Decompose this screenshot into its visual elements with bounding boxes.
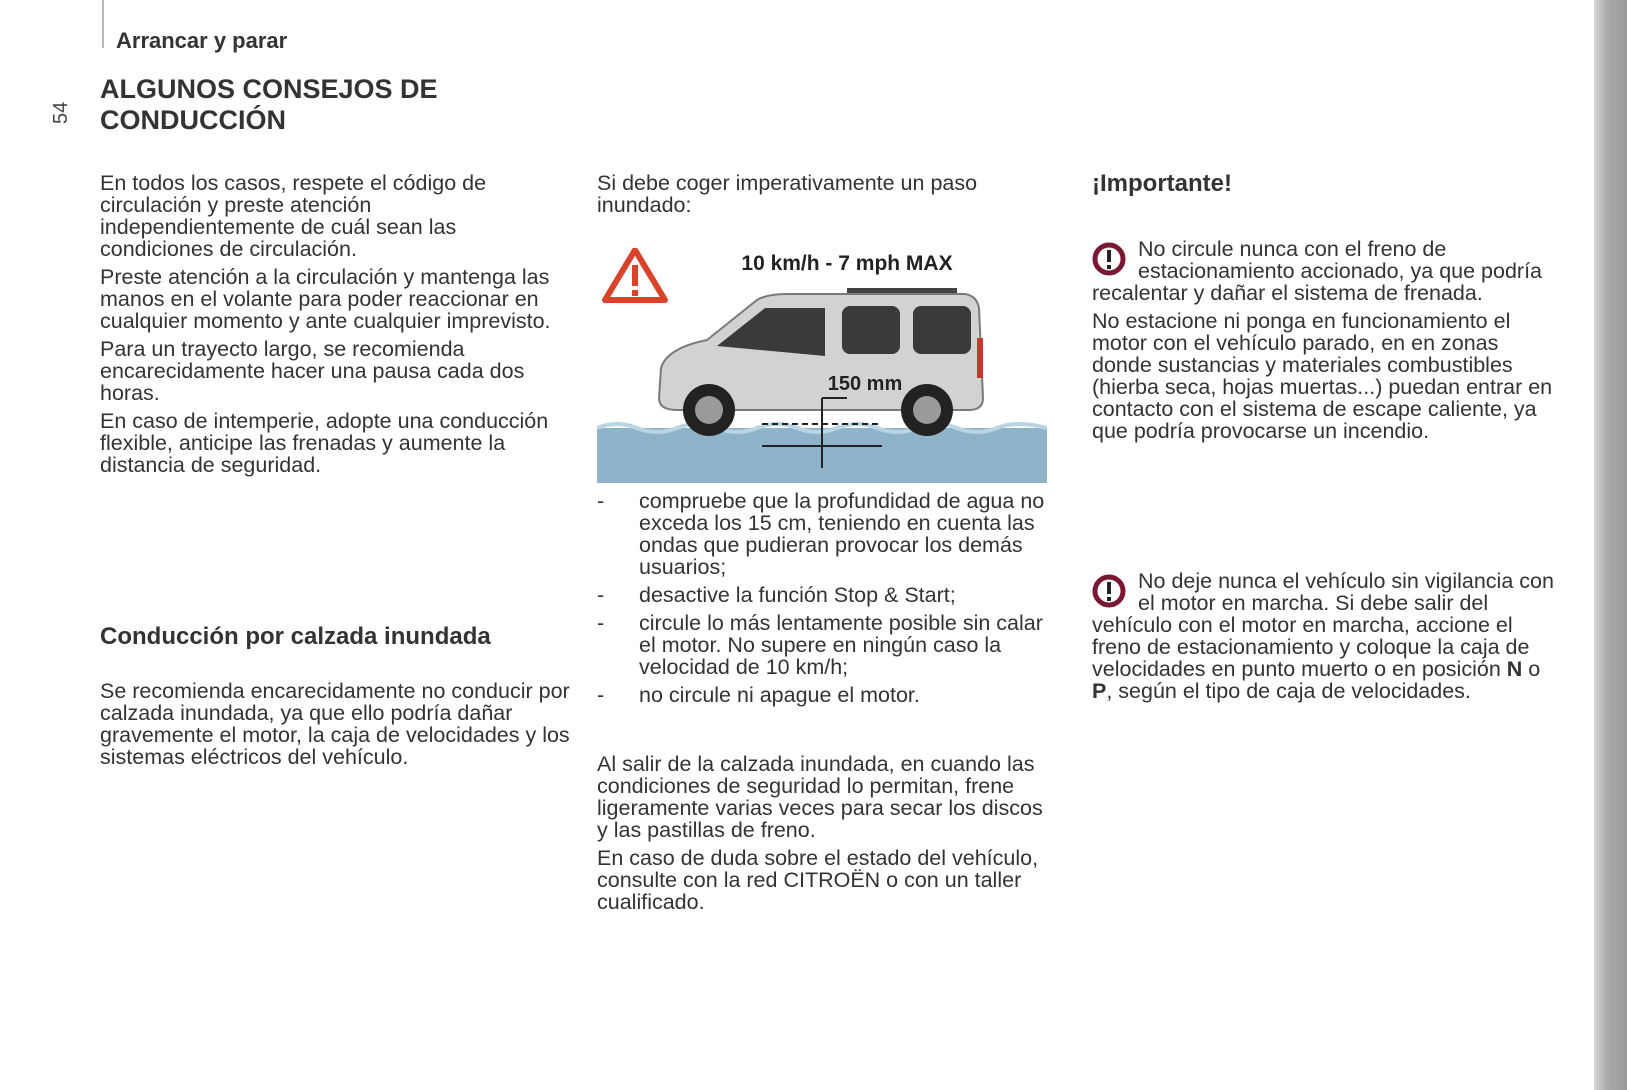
car-in-water-illustration: [597, 248, 1047, 483]
after-flood-column: [597, 753, 1057, 919]
intro-paragraph: En caso de intemperie, adopte una conducción flexible, anticipe las frenadas y aumente la distancia de seguridad.: [100, 409, 549, 477]
after-flood-paragraph: Al salir de la calzada inundada, en cuando las condiciones de seguridad lo permitan, frene ligeramente varias veces para secar los discos y las pastillas de freno.: [597, 752, 1043, 842]
gear-position-p: P: [1092, 679, 1107, 703]
warning-block: [1092, 570, 1562, 708]
intro-paragraph: Preste atención a la circulación y mantenga las manos en el volante para poder reaccionar en cualquier momento y ante cualquier imprevisto.: [100, 265, 551, 333]
flood-checklist: [597, 490, 1057, 712]
intro-column: [100, 172, 570, 482]
warning-text-part: No deje nunca el vehículo sin vigilancia con el motor en marcha. Si debe salir del vehículo con el motor en marcha, accione el freno de estacionamiento y coloque la caja de velocidades en punto muerto o en posición: [1092, 569, 1554, 681]
warning-text-part: , según el tipo de caja de velocidades.: [1106, 679, 1471, 703]
middle-intro-text: Si debe coger imperativamente un paso inundado:: [597, 171, 978, 217]
warning-block: [1092, 238, 1562, 448]
flood-text: Se recomienda encarecidamente no conducir por calzada inundada, ya que ello podría dañar gravemente el motor, la caja de velocidades y los sistemas eléctricos del vehículo.: [100, 679, 570, 769]
warning-triangle-icon: [605, 250, 665, 300]
flood-heading: Conducción por calzada inundada: [100, 623, 491, 650]
flood-paragraph: [100, 680, 570, 774]
list-item: - desactive la función Stop & Start;: [597, 584, 1057, 606]
warning-text: No circule nunca con el freno de estacionamiento accionado, ya que podría recalentar y dañar el sistema de frenada.: [1092, 237, 1542, 305]
section-label: Arrancar y parar: [116, 28, 288, 53]
middle-intro: [597, 172, 1067, 222]
page-number: 54: [50, 101, 72, 124]
gear-position-n: N: [1506, 657, 1523, 681]
warning-text-part: o: [1522, 657, 1541, 681]
header-rule: [102, 0, 104, 48]
intro-paragraph: En todos los casos, respete el código de circulación y preste atención independientemente de cuál sean las condiciones de circulación.: [100, 171, 487, 261]
list-item: - compruebe que la profundidad de agua no exceda los 15 cm, teniendo en cuenta las ondas que pudieran provocar los demás usuarios;: [597, 490, 1057, 578]
depth-label: 150 mm: [827, 373, 903, 395]
list-item: - no circule ni apague el motor.: [597, 684, 1057, 706]
page-title-line1: ALGUNOS CONSEJOS DE: [100, 74, 438, 104]
page-title-line2: CONDUCCIÓN: [100, 105, 286, 135]
flooded-road-figure: [597, 248, 1047, 483]
important-heading: ¡Importante!: [1092, 170, 1232, 197]
warning-text: No estacione ni ponga en funcionamiento el motor con el vehículo parado, en en zonas donde sustancias y materiales combustibles (hierba seca, hojas muertas...) puedan entrar en contacto con el sistema de escape caliente, ya que podría provocarse un incendio.: [1092, 309, 1553, 443]
speed-limit-label: 10 km/h - 7 mph MAX: [741, 252, 953, 275]
page-title: [100, 74, 520, 136]
list-item: - circule lo más lentamente posible sin calar el motor. No supere en ningún caso la velocidad de 10 km/h;: [597, 612, 1057, 678]
page-edge: [1594, 0, 1627, 1090]
after-flood-paragraph: En caso de duda sobre el estado del vehículo, consulte con la red CITROËN o con un taller cualificado.: [597, 846, 1039, 914]
warning-text: [1092, 570, 1562, 702]
warning-circle-icon: [1092, 574, 1126, 608]
warning-circle-icon: [1092, 242, 1126, 276]
intro-paragraph: Para un trayecto largo, se recomienda encarecidamente hacer una pausa cada dos horas.: [100, 337, 525, 405]
